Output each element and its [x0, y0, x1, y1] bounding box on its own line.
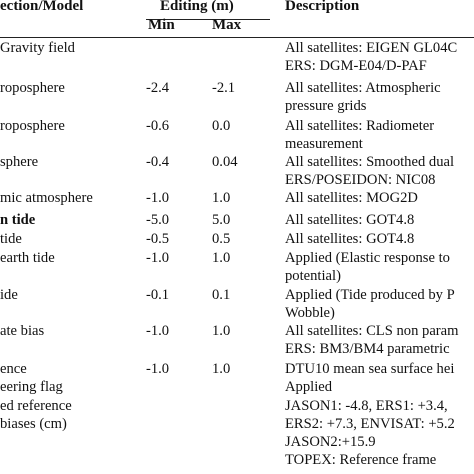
min-cell: -0.1 [146, 287, 170, 303]
correction-cell: eering flag [0, 379, 63, 395]
correction-cell: ide [0, 287, 18, 303]
description-line: All satellites: GOT4.8 [285, 212, 415, 228]
correction-cell: ed reference [0, 398, 72, 414]
description-line: pressure grids [285, 98, 367, 114]
max-cell: 1.0 [212, 250, 231, 266]
correction-cell: roposphere [0, 118, 65, 134]
correction-cell: ate bias [0, 323, 45, 339]
max-cell: 0.0 [212, 118, 231, 134]
description-line: All satellites: Atmospheric [285, 80, 441, 96]
header-min: Min [148, 17, 175, 33]
max-cell: 1.0 [212, 190, 231, 206]
min-cell: -2.4 [146, 80, 170, 96]
min-cell: -0.5 [146, 231, 170, 247]
min-cell: -1.0 [146, 250, 170, 266]
correction-cell: earth tide [0, 250, 55, 266]
header-editing: Editing (m) [160, 0, 234, 14]
correction-cell: mic atmosphere [0, 190, 93, 206]
header-correction: ection/Model [0, 0, 84, 14]
description-line: All satellites: EIGEN GL04C [285, 40, 458, 56]
max-cell: 1.0 [212, 323, 231, 339]
min-cell: -1.0 [146, 361, 170, 377]
header-max: Max [212, 17, 242, 33]
description-line: ERS2: +7.3, ENVISAT: +5.2 [285, 416, 455, 432]
correction-cell: ence [0, 361, 27, 377]
description-line: Applied (Elastic response to [285, 250, 450, 266]
max-cell: -2.1 [212, 80, 236, 96]
description-line: All satellites: Smoothed dual [285, 154, 455, 170]
description-line: All satellites: CLS non param [285, 323, 459, 339]
description-line: JASON2:+15.9 [285, 434, 376, 450]
description-line: ERS/POSEIDON: NIC08 [285, 172, 436, 188]
max-cell: 0.1 [212, 287, 231, 303]
description-line: TOPEX: Reference frame [285, 452, 437, 468]
header-description: Description [285, 0, 360, 14]
max-cell: 5.0 [212, 212, 231, 228]
min-cell: -5.0 [146, 212, 170, 228]
correction-cell: sphere [0, 154, 39, 170]
correction-cell: n tide [0, 212, 36, 228]
header-rule [0, 37, 474, 38]
correction-cell: biases (cm) [0, 416, 67, 432]
max-cell: 0.04 [212, 154, 238, 170]
description-line: ERS: DGM-E04/D-PAF [285, 58, 427, 74]
correction-cell: Gravity field [0, 40, 75, 56]
description-line: potential) [285, 268, 341, 284]
description-line: Wobble) [285, 305, 335, 321]
min-cell: -1.0 [146, 190, 170, 206]
description-line: JASON1: -4.8, ERS1: +3.4, [285, 398, 448, 414]
max-cell: 0.5 [212, 231, 231, 247]
max-cell: 1.0 [212, 361, 231, 377]
min-cell: -0.6 [146, 118, 170, 134]
description-line: measurement [285, 136, 363, 152]
min-cell: -1.0 [146, 323, 170, 339]
correction-cell: tide [0, 231, 22, 247]
correction-cell: roposphere [0, 80, 65, 96]
description-line: ERS: BM3/BM4 parametric [285, 341, 450, 357]
description-line: All satellites: MOG2D [285, 190, 418, 206]
min-cell: -0.4 [146, 154, 170, 170]
description-line: All satellites: Radiometer [285, 118, 435, 134]
description-line: All satellites: GOT4.8 [285, 231, 415, 247]
description-line: DTU10 mean sea surface hei [285, 361, 455, 377]
description-line: Applied (Tide produced by P [285, 287, 455, 303]
description-line: Applied [285, 379, 333, 395]
